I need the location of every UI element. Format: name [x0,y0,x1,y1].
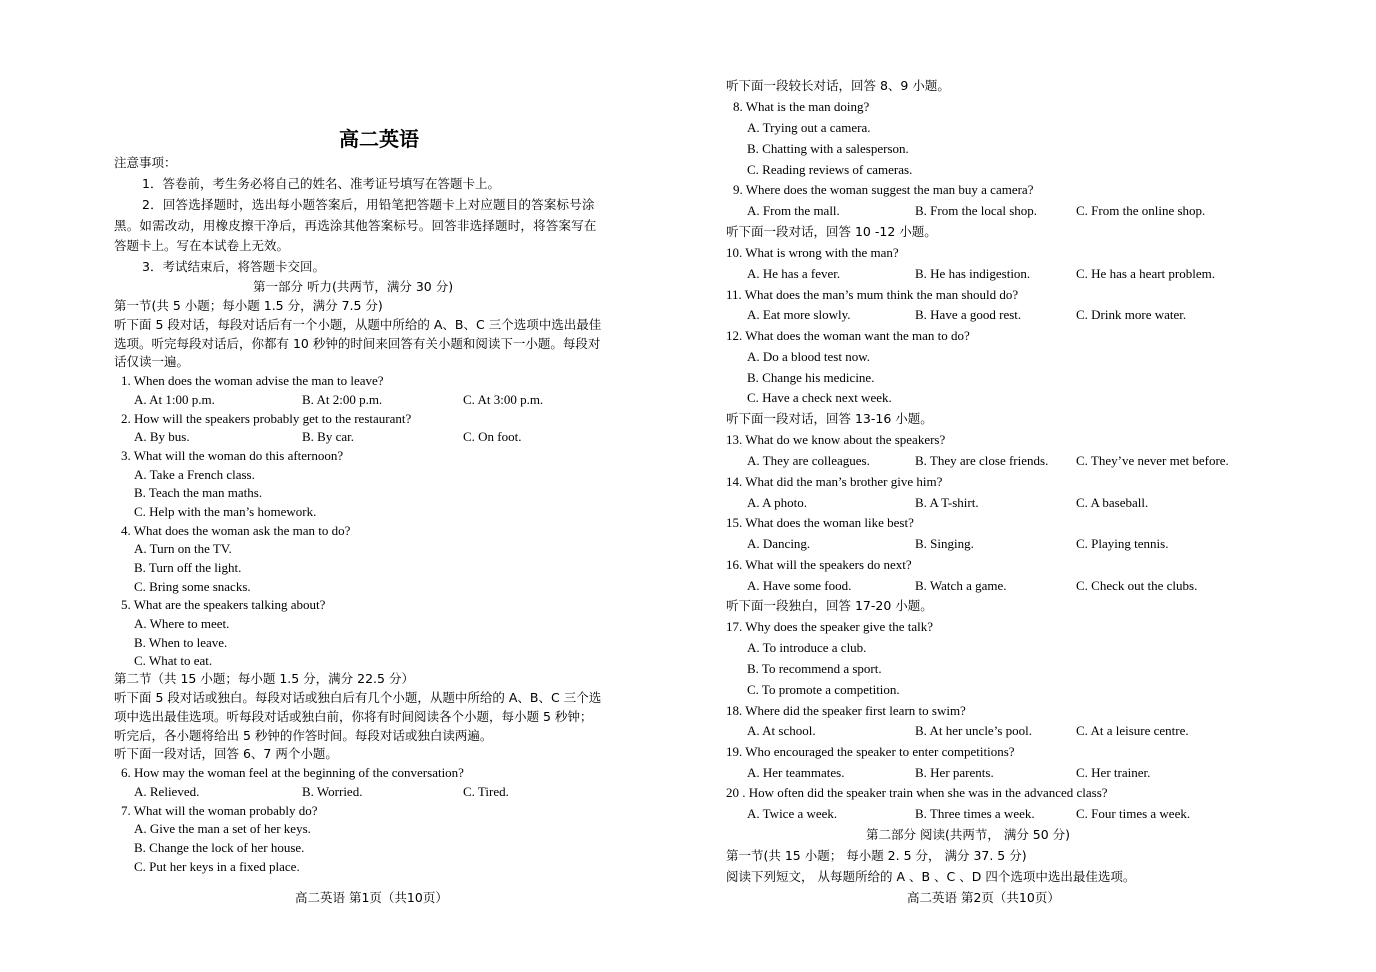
option-a: A. Turn on the TV. [134,541,232,556]
reading-instructions: 阅读下列短文， 从每题所给的 A 、B 、C 、D 四个选项中选出最佳选项。 [726,869,1136,884]
section1-instructions: 话仅读一遍。 [114,354,190,369]
question-text: 14. What did the man’s brother give him? [726,474,943,489]
option-a: A. At school. [747,723,816,738]
page-footer: 高二英语 第1页（共10页） [295,890,448,905]
notice-line: 2．回答选择题时，选出每小题答案后，用铅笔把答题卡上对应题目的答案标号涂 [142,197,595,212]
question-text: 1. When does the woman advise the man to leave? [121,373,384,388]
reading-section1-title: 第一节(共 15 小题； 每小题 2. 5 分， 满分 37. 5 分) [726,848,1027,863]
option-c: C. Drink more water. [1076,307,1187,322]
option-a: A. Where to meet. [134,616,230,631]
monologue-instruction: 听下面一段独白，回答 17-20 小题。 [726,598,933,613]
option-c: C. What to eat. [134,653,213,668]
section1-title: 第一节(共 5 小题；每小题 1.5 分，满分 7.5 分) [114,298,383,313]
option-c: C. At 3:00 p.m. [463,392,544,407]
option-c: C. From the online shop. [1076,203,1206,218]
option-b: B. Three times a week. [915,806,1035,821]
dialog-instruction: 听下面一段对话，回答 10 -12 小题。 [726,224,937,239]
option-a: A. Twice a week. [747,806,838,821]
question-text: 19. Who encouraged the speaker to enter competitions? [726,744,1015,759]
option-b: B. Singing. [915,536,974,551]
question-text: 13. What do we know about the speakers? [726,432,946,447]
dialog-instruction: 听下面一段较长对话，回答 8、9 小题。 [726,78,950,93]
option-b: B. At 2:00 p.m. [302,392,383,407]
option-a: A. A photo. [747,495,807,510]
question-text: 11. What does the man’s mum think the man should do? [726,287,1019,302]
question-text: 4. What does the woman ask the man to do? [121,523,351,538]
option-c: C. On foot. [463,429,522,444]
question-text: 16. What will the speakers do next? [726,557,912,572]
option-c: C. Tired. [463,784,509,799]
notice-line: 答题卡上。写在本试卷上无效。 [114,238,290,253]
section2-instructions: 听下面 5 段对话或独白。每段对话或独白后有几个小题，从题中所给的 A、B、C 三个选 [114,690,602,705]
option-c: C. Check out the clubs. [1076,578,1198,593]
question-text: 8. What is the man doing? [733,99,870,114]
notice-line: 1．答卷前，考生务必将自己的姓名、准考证号填写在答题卡上。 [142,176,500,191]
question-text: 12. What does the woman want the man to do? [726,328,970,343]
question-text: 7. What will the woman probably do? [121,803,318,818]
question-text: 9. Where does the woman suggest the man buy a camera? [733,182,1034,197]
option-b: B. Turn off the light. [134,560,242,575]
question-text: 20 . How often did the speaker train when she was in the advanced class? [726,785,1108,800]
option-a: A. Dancing. [747,536,811,551]
option-b: B. Change the lock of her house. [134,840,305,855]
part1-title: 第一部分 听力(共两节，满分 30 分) [253,279,454,294]
option-a: A. At 1:00 p.m. [134,392,215,407]
option-c: C. Put her keys in a fixed place. [134,859,300,874]
option-b: B. When to leave. [134,635,228,650]
question-text: 18. Where did the speaker first learn to swim? [726,703,966,718]
option-a: A. From the mall. [747,203,840,218]
notice-line: 黑。如需改动，用橡皮擦干净后，再选涂其他答案标号。回答非选择题时，将答案写在 [114,218,597,233]
section1-instructions: 听下面 5 段对话，每段对话后有一个小题，从题中所给的 A、B、C 三个选项中选出最佳 [114,317,602,332]
option-a: A. Give the man a set of her keys. [134,821,311,836]
page-2 [688,0,1376,972]
option-a: A. To introduce a club. [747,640,867,655]
option-c: C. A baseball. [1076,495,1149,510]
option-b: B. From the local shop. [915,203,1038,218]
option-b: B. Her parents. [915,765,994,780]
option-b: B. Have a good rest. [915,307,1022,322]
question-text: 17. Why does the speaker give the talk? [726,619,933,634]
option-c: C. They’ve never met before. [1076,453,1229,468]
section2-instructions: 听完后，各小题将给出 5 秒钟的作答时间。每段对话或独白读两遍。 [114,728,493,743]
option-a: A. Eat more slowly. [747,307,851,322]
option-b: B. Worried. [302,784,363,799]
option-c: C. He has a heart problem. [1076,266,1215,281]
option-a: A. They are colleagues. [747,453,870,468]
option-c: C. Bring some snacks. [134,579,251,594]
section1-instructions: 选项。听完每段对话后，你都有 10 秒钟的时间来回答有关小题和阅读下一小题。每段对 [114,336,601,351]
option-a: A. Have some food. [747,578,852,593]
question-text: 3. What will the woman do this afternoon? [121,448,344,463]
part2-title: 第二部分 阅读(共两节， 满分 50 分) [866,827,1071,842]
page-footer: 高二英语 第2页（共10页） [907,890,1060,905]
notice-heading: 注意事项： [114,155,177,170]
option-b: B. Chatting with a salesperson. [747,141,909,156]
question-text: 10. What is wrong with the man? [726,245,899,260]
question-text: 5. What are the speakers talking about? [121,597,326,612]
section2-title: 第二节（共 15 小题；每小题 1.5 分，满分 22.5 分） [114,671,414,686]
option-a: A. Take a French class. [134,467,255,482]
option-b: B. They are close friends. [915,453,1049,468]
option-b: B. A T-shirt. [915,495,979,510]
option-b: B. Watch a game. [915,578,1007,593]
option-a: A. Relieved. [134,784,200,799]
notice-line: 3．考试结束后，将答题卡交回。 [142,259,325,274]
option-c: C. Help with the man’s homework. [134,504,317,519]
option-c: C. Reading reviews of cameras. [747,162,913,177]
option-b: B. He has indigestion. [915,266,1031,281]
option-b: B. By car. [302,429,354,444]
option-a: A. Do a blood test now. [747,349,871,364]
option-a: A. He has a fever. [747,266,841,281]
question-text: 15. What does the woman like best? [726,515,914,530]
option-c: C. Playing tennis. [1076,536,1169,551]
section2-instructions: 项中选出最佳选项。听每段对话或独白前，你将有时间阅读各个小题，每小题 5 秒钟； [114,709,593,724]
option-a: A. Trying out a camera. [747,120,871,135]
option-b: B. At her uncle’s pool. [915,723,1032,738]
dialog-instruction: 听下面一段对话，回答 13-16 小题。 [726,411,933,426]
option-c: C. Four times a week. [1076,806,1191,821]
option-c: C. At a leisure centre. [1076,723,1189,738]
option-b: B. Teach the man maths. [134,485,263,500]
question-text: 6. How may the woman feel at the beginning of the conversation? [121,765,464,780]
dialog-instruction: 听下面一段对话，回答 6、7 两个小题。 [114,746,338,761]
page-title: 高二英语 [339,127,419,151]
option-a: A. By bus. [134,429,190,444]
option-b: B. To recommend a sport. [747,661,882,676]
option-b: B. Change his medicine. [747,370,875,385]
option-c: C. Her trainer. [1076,765,1151,780]
option-a: A. Her teammates. [747,765,845,780]
option-c: C. Have a check next week. [747,390,892,405]
option-c: C. To promote a competition. [747,682,900,697]
question-text: 2. How will the speakers probably get to the restaurant? [121,411,412,426]
